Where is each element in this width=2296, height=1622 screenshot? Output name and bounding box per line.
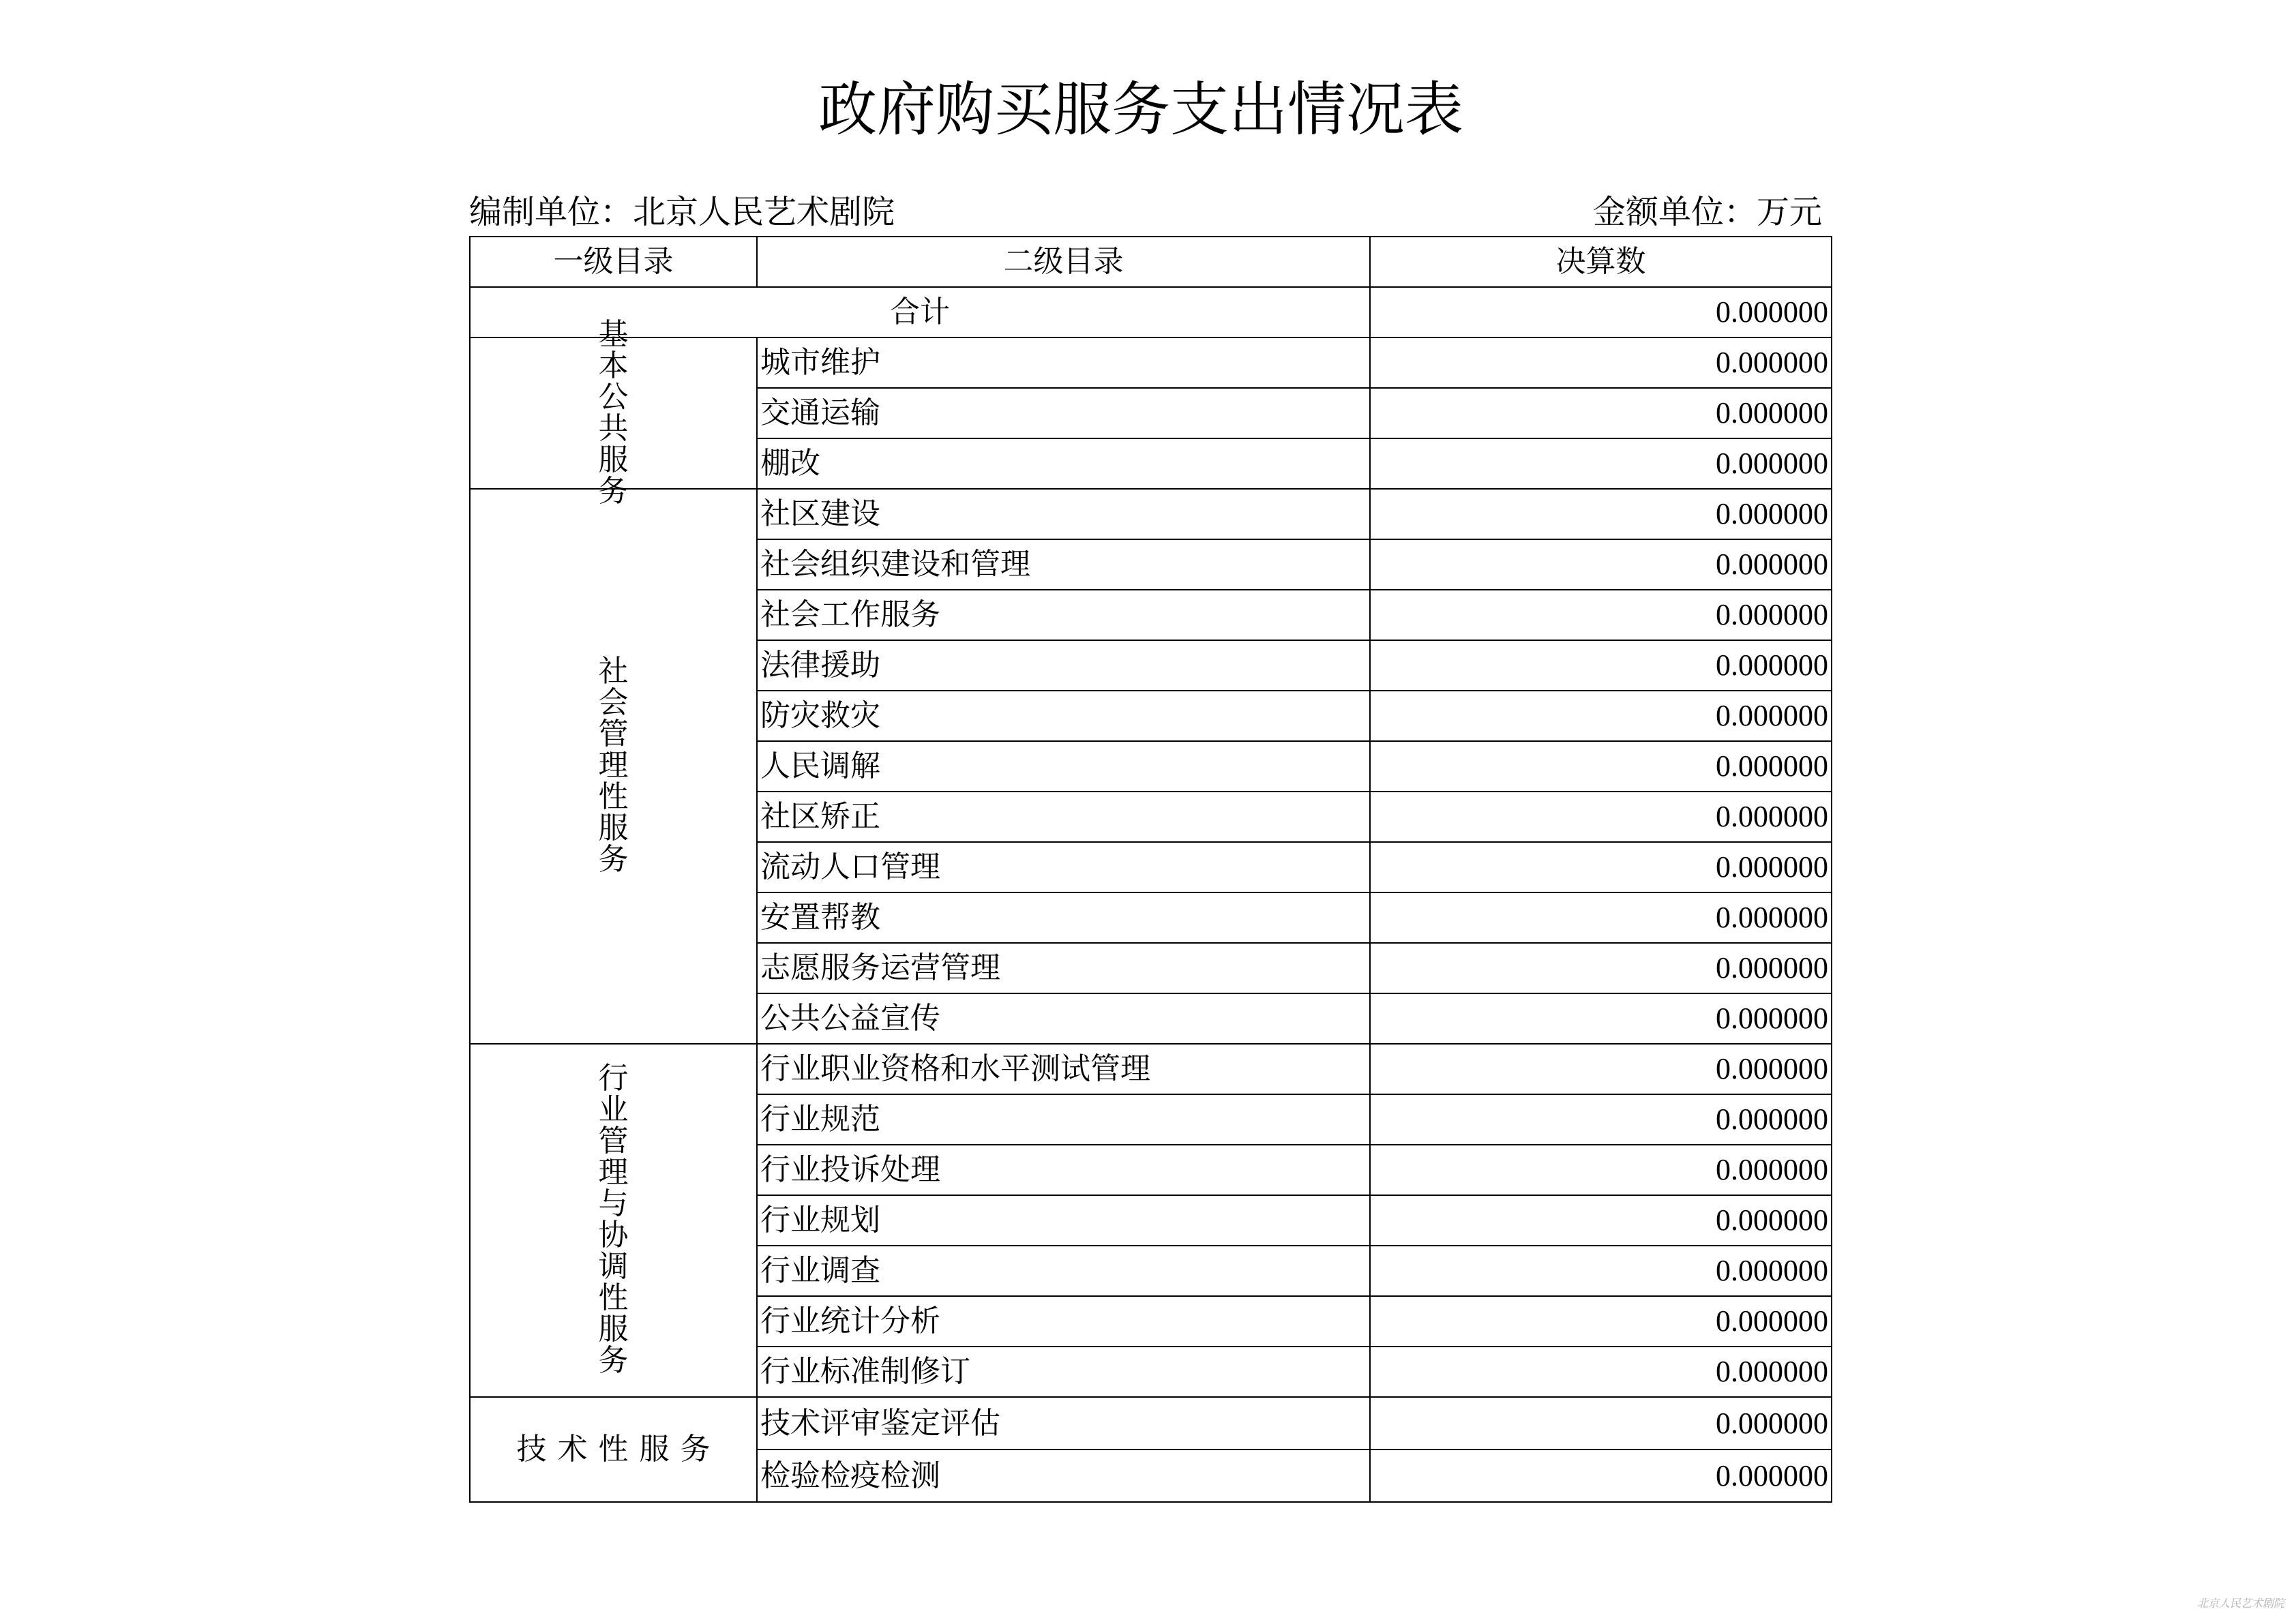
item-name-cell: 志愿服务运营管理 [757, 943, 1370, 993]
amount-cell: 0.000000 [1370, 943, 1832, 993]
amount-cell: 0.000000 [1370, 539, 1832, 590]
amount-cell: 0.000000 [1370, 1044, 1832, 1094]
item-name-cell: 流动人口管理 [757, 842, 1370, 892]
amount-cell: 0.000000 [1370, 741, 1832, 792]
amount-cell: 0.000000 [1370, 892, 1832, 943]
amount-cell: 0.000000 [1370, 1347, 1832, 1397]
category-cell [470, 318, 757, 508]
item-name-cell: 行业规划 [757, 1195, 1370, 1246]
amount-cell: 0.000000 [1370, 1094, 1832, 1145]
amount-cell: 0.000000 [1370, 1450, 1832, 1502]
item-name-cell: 行业统计分析 [757, 1296, 1370, 1347]
category-label: 基本公共服务 [598, 318, 629, 508]
item-name-cell: 检验检疫检测 [757, 1450, 1370, 1502]
item-name-cell: 社区矫正 [757, 792, 1370, 842]
amount-cell: 0.000000 [1370, 590, 1832, 640]
category-clip [471, 318, 756, 508]
table-row [470, 489, 1832, 539]
amount-cell: 0.000000 [1370, 691, 1832, 741]
item-name-cell: 安置帮教 [757, 892, 1370, 943]
total-amount: 0.000000 [1370, 287, 1832, 337]
amount-cell: 0.000000 [1370, 1397, 1832, 1450]
amount-cell: 0.000000 [1370, 1296, 1832, 1347]
header-row [470, 237, 1832, 287]
header-level2: 二级目录 [757, 237, 1370, 287]
amount-cell: 0.000000 [1370, 993, 1832, 1044]
header-amount: 决算数 [1370, 237, 1832, 287]
expenditure-table [469, 236, 1832, 1503]
amount-cell: 0.000000 [1370, 640, 1832, 691]
item-name-cell: 防灾救灾 [757, 691, 1370, 741]
item-name-cell: 行业投诉处理 [757, 1145, 1370, 1195]
category-cell [470, 489, 757, 1044]
category-cell [470, 1044, 757, 1397]
category-label: 社会管理性服务 [598, 655, 629, 876]
amount-cell: 0.000000 [1370, 1246, 1832, 1296]
total-row [470, 287, 1832, 337]
category-label: 技术性服务 [516, 1432, 721, 1466]
header-level1: 一级目录 [470, 237, 757, 287]
amount-cell: 0.000000 [1370, 842, 1832, 892]
item-name-cell: 行业调查 [757, 1246, 1370, 1296]
amount-cell: 0.000000 [1370, 1145, 1832, 1195]
amount-cell: 0.000000 [1370, 388, 1832, 438]
item-name-cell: 行业规范 [757, 1094, 1370, 1145]
item-name-cell: 棚改 [757, 438, 1370, 489]
amount-cell: 0.000000 [1370, 1195, 1832, 1246]
item-name-cell: 社会工作服务 [757, 590, 1370, 640]
category-cell [470, 1397, 757, 1502]
page-title: 政府购买服务支出情况表 [818, 77, 1463, 142]
item-name-cell: 社区建设 [757, 489, 1370, 539]
amount-cell: 0.000000 [1370, 792, 1832, 842]
item-name-cell: 行业职业资格和水平测试管理 [757, 1044, 1370, 1094]
category-label: 行业管理与协调性服务 [598, 1062, 629, 1377]
total-label: 合计 [470, 287, 1370, 337]
table-row [470, 1044, 1832, 1094]
item-name-cell: 技术评审鉴定评估 [757, 1397, 1370, 1450]
table-row [470, 337, 1832, 388]
currency-unit-label: 金额单位：万元 [1592, 194, 1822, 230]
compiling-unit-label: 编制单位：北京人民艺术剧院 [469, 194, 895, 230]
amount-cell: 0.000000 [1370, 438, 1832, 489]
item-name-cell: 城市维护 [757, 337, 1370, 388]
item-name-cell: 公共公益宣传 [757, 993, 1370, 1044]
item-name-cell: 人民调解 [757, 741, 1370, 792]
item-name-cell: 交通运输 [757, 388, 1370, 438]
item-name-cell: 法律援助 [757, 640, 1370, 691]
item-name-cell: 社会组织建设和管理 [757, 539, 1370, 590]
amount-cell: 0.000000 [1370, 337, 1832, 388]
item-name-cell: 行业标准制修订 [757, 1347, 1370, 1397]
amount-cell: 0.000000 [1370, 489, 1832, 539]
watermark: 北京人民艺术剧院 [2197, 1598, 2285, 1610]
table-row [470, 1397, 1832, 1450]
